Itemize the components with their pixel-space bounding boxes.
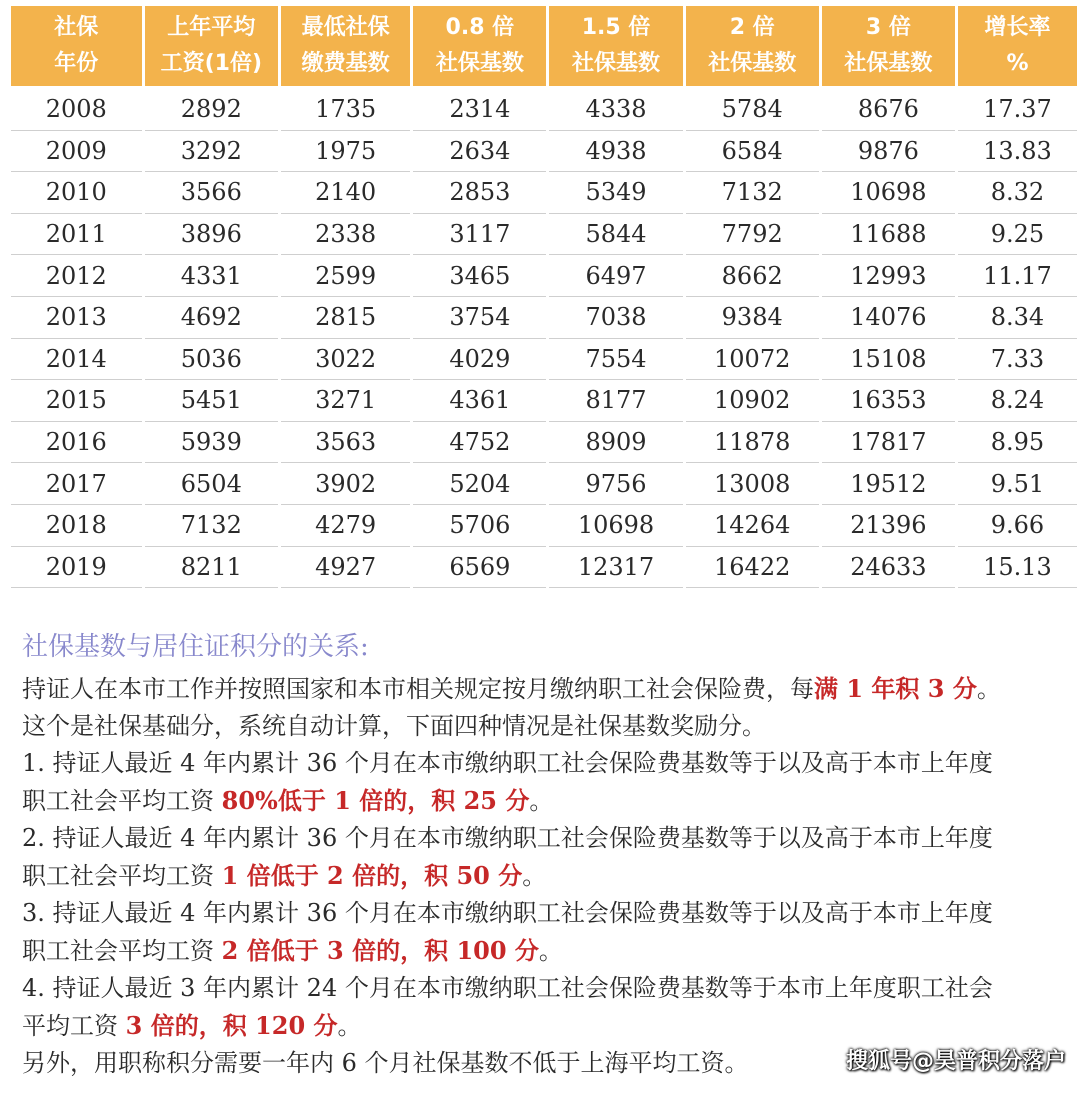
table-row: [11, 547, 1077, 589]
body-text: 4. 持证人最近 3 年内累计 24 个月在本市缴纳职工社会保险费基数等于本市上年度职工社会: [22, 974, 993, 1002]
table-row: [11, 214, 1077, 256]
value-cell: 6497: [549, 255, 682, 297]
value-cell: 4927: [281, 547, 410, 589]
year-cell: 2013: [11, 297, 142, 339]
value-cell: 9876: [822, 131, 955, 173]
column-header-line: 年份: [54, 51, 99, 76]
body-text: 1. 持证人最近 4 年内累计 36 个月在本市缴纳职工社会保险费基数等于以及高于本市上年度: [22, 749, 993, 777]
column-header: [822, 6, 955, 89]
value-cell: 7.33: [958, 339, 1077, 381]
highlight-text: 80%低于 1 倍的，积 25 分: [221, 786, 530, 815]
value-cell: 8.95: [958, 422, 1077, 464]
value-cell: 15.13: [958, 547, 1077, 589]
value-cell: 5939: [145, 422, 278, 464]
table-row: [11, 463, 1077, 505]
value-cell: 8211: [145, 547, 278, 589]
value-cell: 14264: [686, 505, 819, 547]
year-cell: 2012: [11, 255, 142, 297]
value-cell: 7132: [686, 172, 819, 214]
value-cell: 6584: [686, 131, 819, 173]
value-cell: 9756: [549, 463, 682, 505]
value-cell: 2599: [281, 255, 410, 297]
year-cell: 2010: [11, 172, 142, 214]
value-cell: 4938: [549, 131, 682, 173]
year-cell: 2016: [11, 422, 142, 464]
column-header-line: 缴费基数: [301, 51, 390, 76]
body-text: 。: [976, 675, 1001, 703]
body-text: 另外，用职称积分需要一年内 6 个月社保基数不低于上海平均工资。: [22, 1049, 749, 1077]
value-cell: 4338: [549, 89, 682, 131]
column-header: [145, 6, 278, 89]
column-header: [413, 6, 546, 89]
column-header: [686, 6, 819, 89]
value-cell: 3754: [413, 297, 546, 339]
value-cell: 10698: [549, 505, 682, 547]
value-cell: 12993: [822, 255, 955, 297]
value-cell: 11688: [822, 214, 955, 256]
value-cell: 3566: [145, 172, 278, 214]
highlight-text: 1 倍低于 2 倍的，积 50 分: [221, 861, 523, 890]
value-cell: 2853: [413, 172, 546, 214]
value-cell: 3896: [145, 214, 278, 256]
value-cell: 16353: [822, 380, 955, 422]
table-row: [11, 255, 1077, 297]
value-cell: 5204: [413, 463, 546, 505]
column-header-line: 1.5 倍: [581, 15, 651, 40]
paragraph-line: [22, 970, 1067, 1007]
value-cell: 8909: [549, 422, 682, 464]
year-cell: 2017: [11, 463, 142, 505]
paragraph-line: [22, 895, 1067, 932]
value-cell: 16422: [686, 547, 819, 589]
value-cell: 12317: [549, 547, 682, 589]
value-cell: 7038: [549, 297, 682, 339]
year-cell: 2019: [11, 547, 142, 589]
value-cell: 4752: [413, 422, 546, 464]
value-cell: 8676: [822, 89, 955, 131]
column-header: [11, 6, 142, 89]
paragraph-line: [22, 1007, 1067, 1045]
value-cell: 13.83: [958, 131, 1077, 173]
value-cell: 10072: [686, 339, 819, 381]
body-text: 2. 持证人最近 4 年内累计 36 个月在本市缴纳职工社会保险费基数等于以及高于本市上年度: [22, 824, 993, 852]
value-cell: 2815: [281, 297, 410, 339]
value-cell: 11878: [686, 422, 819, 464]
column-header-line: 上年平均: [167, 15, 256, 40]
section-paragraphs: [22, 670, 1067, 1082]
paragraph-line: [22, 745, 1067, 782]
highlight-text: 2 倍低于 3 倍的，积 100 分: [221, 936, 539, 965]
value-cell: 5451: [145, 380, 278, 422]
paragraph-line: [22, 857, 1067, 895]
value-cell: 2314: [413, 89, 546, 131]
value-cell: 5036: [145, 339, 278, 381]
highlight-text: 满 1 年积 3 分: [814, 674, 977, 703]
table-row: [11, 89, 1077, 131]
value-cell: 3292: [145, 131, 278, 173]
value-cell: 7792: [686, 214, 819, 256]
body-text: 。: [337, 1012, 362, 1040]
table-row: [11, 131, 1077, 173]
value-cell: 8177: [549, 380, 682, 422]
column-header-line: 3 倍: [865, 15, 911, 40]
value-cell: 8.34: [958, 297, 1077, 339]
value-cell: 5706: [413, 505, 546, 547]
points-relationship-section: [22, 628, 1067, 1082]
value-cell: 13008: [686, 463, 819, 505]
value-cell: 17.37: [958, 89, 1077, 131]
table-row: [11, 172, 1077, 214]
value-cell: 6504: [145, 463, 278, 505]
value-cell: 14076: [822, 297, 955, 339]
column-header-line: 工资(1倍): [160, 51, 263, 76]
value-cell: 10698: [822, 172, 955, 214]
value-cell: 4029: [413, 339, 546, 381]
year-cell: 2009: [11, 131, 142, 173]
value-cell: 3022: [281, 339, 410, 381]
value-cell: 11.17: [958, 255, 1077, 297]
column-header-line: 2 倍: [729, 15, 775, 40]
year-cell: 2018: [11, 505, 142, 547]
table-row: [11, 422, 1077, 464]
sohu-watermark: 搜狐号@昊普积分落户: [845, 1049, 1066, 1074]
table-row: [11, 505, 1077, 547]
paragraph-line: [22, 932, 1067, 970]
column-header: [281, 6, 410, 89]
column-header-line: 社保: [54, 15, 99, 40]
paragraph-line: [22, 670, 1067, 708]
value-cell: 1735: [281, 89, 410, 131]
body-text: 持证人在本市工作并按照国家和本市相关规定按月缴纳职工社会保险费，每: [22, 675, 814, 703]
value-cell: 15108: [822, 339, 955, 381]
body-text: 职工社会平均工资: [22, 937, 222, 965]
value-cell: 17817: [822, 422, 955, 464]
value-cell: 24633: [822, 547, 955, 589]
paragraph-line: [22, 782, 1067, 820]
year-cell: 2011: [11, 214, 142, 256]
value-cell: 2338: [281, 214, 410, 256]
value-cell: 8.32: [958, 172, 1077, 214]
value-cell: 4279: [281, 505, 410, 547]
social-security-base-table: [8, 6, 1080, 588]
value-cell: 3117: [413, 214, 546, 256]
value-cell: 21396: [822, 505, 955, 547]
value-cell: 5784: [686, 89, 819, 131]
column-header: [958, 6, 1077, 89]
paragraph-line: [22, 820, 1067, 857]
value-cell: 9384: [686, 297, 819, 339]
table-row: [11, 297, 1077, 339]
year-cell: 2014: [11, 339, 142, 381]
value-cell: 5349: [549, 172, 682, 214]
table-header-row: [11, 6, 1077, 89]
highlight-text: 3 倍的，积 120 分: [125, 1011, 338, 1040]
value-cell: 9.66: [958, 505, 1077, 547]
value-cell: 3563: [281, 422, 410, 464]
column-header: [549, 6, 682, 89]
value-cell: 2140: [281, 172, 410, 214]
body-text: 。: [529, 787, 554, 815]
value-cell: 8662: [686, 255, 819, 297]
value-cell: 2634: [413, 131, 546, 173]
value-cell: 7554: [549, 339, 682, 381]
value-cell: 5844: [549, 214, 682, 256]
body-text: 。: [538, 937, 563, 965]
value-cell: 9.25: [958, 214, 1077, 256]
column-header-line: 社保基数: [844, 51, 933, 76]
value-cell: 6569: [413, 547, 546, 589]
body-text: 这个是社保基础分，系统自动计算，下面四种情况是社保基数奖励分。: [22, 712, 766, 740]
column-header-line: 社保基数: [435, 51, 524, 76]
value-cell: 8.24: [958, 380, 1077, 422]
column-header-line: 最低社保: [301, 15, 390, 40]
body-text: 平均工资: [22, 1012, 126, 1040]
value-cell: 19512: [822, 463, 955, 505]
column-header-line: 社保基数: [572, 51, 661, 76]
table-body: [11, 89, 1077, 588]
value-cell: 2892: [145, 89, 278, 131]
value-cell: 4692: [145, 297, 278, 339]
value-cell: 3465: [413, 255, 546, 297]
value-cell: 3902: [281, 463, 410, 505]
table-row: [11, 380, 1077, 422]
column-header-line: 增长率: [984, 15, 1051, 40]
year-cell: 2015: [11, 380, 142, 422]
year-cell: 2008: [11, 89, 142, 131]
value-cell: 4361: [413, 380, 546, 422]
value-cell: 3271: [281, 380, 410, 422]
body-text: 职工社会平均工资: [22, 862, 222, 890]
value-cell: 9.51: [958, 463, 1077, 505]
section-heading: 社保基数与居住证积分的关系:: [22, 632, 369, 662]
body-text: 职工社会平均工资: [22, 787, 222, 815]
body-text: 。: [522, 862, 547, 890]
value-cell: 4331: [145, 255, 278, 297]
paragraph-line: [22, 708, 1067, 745]
column-header-line: %: [1006, 51, 1029, 76]
column-header-line: 社保基数: [708, 51, 797, 76]
table-row: [11, 339, 1077, 381]
value-cell: 7132: [145, 505, 278, 547]
value-cell: 1975: [281, 131, 410, 173]
value-cell: 10902: [686, 380, 819, 422]
column-header-line: 0.8 倍: [445, 15, 515, 40]
body-text: 3. 持证人最近 4 年内累计 36 个月在本市缴纳职工社会保险费基数等于以及高于本市上年度: [22, 899, 993, 927]
